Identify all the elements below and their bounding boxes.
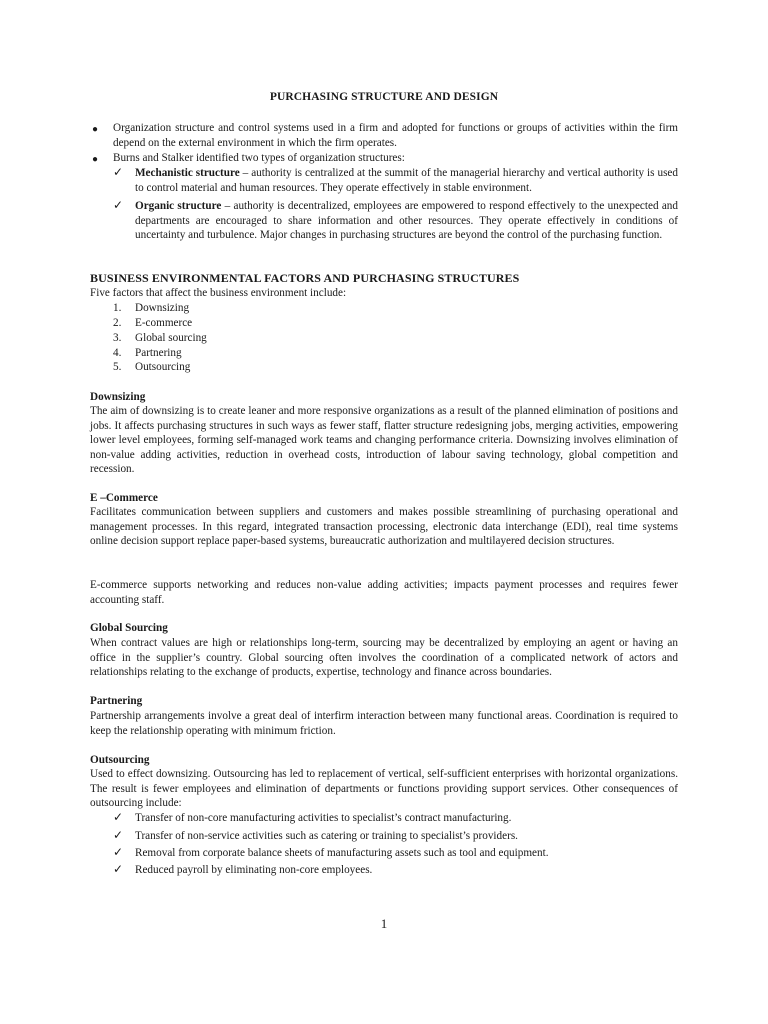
factor-item: Outsourcing xyxy=(135,361,191,373)
outsourcing-text: Used to effect downsizing. Outsourcing has led to replacement of vertical, self-sufficient enterprises with horizontal organizations. The result is fewer employees and elimination of departments or functions providing support services. Other consequences of outsourcing include: xyxy=(90,768,678,810)
list-number: 2. xyxy=(113,317,122,329)
list-number: 3. xyxy=(113,332,122,344)
bullet-icon: ● xyxy=(92,124,99,135)
page-title: PURCHASING STRUCTURE AND DESIGN xyxy=(269,91,499,103)
factor-item: Global sourcing xyxy=(135,332,207,344)
outsourcing-item: Transfer of non-service activities such as catering or training to specialist’s providers. xyxy=(135,830,518,842)
downsizing-text: The aim of downsizing is to create leaner and more responsive organizations as a result of the planned elimination of positions and jobs. It affects purchasing structures in such ways as fewer staff, flatter structure redesigning jobs, merging activities, empowering lower level employees, forming self-managed work teams and changing performance criteria. Downsizing involves elimination of non-value adding activities, reduction in overhead costs, introduction of labour saving technology, global competition and recession. xyxy=(90,405,678,476)
ecommerce-text-1: Facilitates communication between suppliers and customers and makes possible streamlining of purchasing operational and management processes. In this regard, integrated transaction processing, electronic data interchange (EDI), real time systems online decision support replace paper-based systems, bureaucratic authorization and multilayered decision structures. xyxy=(90,506,678,548)
outsourcing-heading: Outsourcing xyxy=(90,754,150,766)
checkmark-icon: ✓ xyxy=(113,828,124,842)
list-number: 4. xyxy=(113,347,122,359)
partnering-heading: Partnering xyxy=(90,695,143,707)
global-sourcing-heading: Global Sourcing xyxy=(90,622,168,634)
checkmark-icon: ✓ xyxy=(113,165,124,179)
mechanistic-term: Mechanistic structure xyxy=(135,167,240,179)
mechanistic-structure xyxy=(135,166,678,195)
checkmark-icon: ✓ xyxy=(113,810,124,824)
organic-term: Organic structure xyxy=(135,200,222,212)
checkmark-icon: ✓ xyxy=(113,862,124,876)
partnering-text: Partnership arrangements involve a great deal of interfirm interaction between many functional areas. Coordination is required to keep the relationship operating with minimum friction. xyxy=(90,710,678,737)
bullet-icon: ● xyxy=(92,154,99,165)
mechanistic-text: – authority is centralized at the summit of the managerial hierarchy and vertical authority is used to control material and human resources. They operate effectively in stable environment. xyxy=(135,167,678,194)
outsourcing-item: Removal from corporate balance sheets of manufacturing assets such as tool and equipment. xyxy=(135,847,549,859)
checkmark-icon: ✓ xyxy=(113,198,124,212)
checkmark-icon: ✓ xyxy=(113,845,124,859)
organic-structure xyxy=(135,199,678,243)
page-number: 1 xyxy=(380,916,388,931)
organic-text: – authority is decentralized, employees are empowered to respond effectively to the unexpected and departments are encouraged to share information and other resources. They operate effectively in conditions of uncertainty and turbulence. Major changes in purchasing structures are beyond the control of the purchasing function. xyxy=(135,200,678,242)
factor-item: Partnering xyxy=(135,347,182,359)
ecommerce-text-2: E-commerce supports networking and reduces non-value adding activities; impacts payment processes and requires fewer accounting staff. xyxy=(90,579,678,606)
global-sourcing-text: When contract values are high or relationships long-term, sourcing may be decentralized by employing an agent or having an office in the supplier’s country. Global sourcing often involves the coordination of a complicated network of actors and relationships relating to the exchange of products, expertise, technology and finance across boundaries. xyxy=(90,637,678,679)
factors-heading: BUSINESS ENVIRONMENTAL FACTORS AND PURCHASING STRUCTURES xyxy=(90,271,520,285)
intro-bullet-2: Burns and Stalker identified two types of organization structures: xyxy=(113,152,405,164)
factors-intro: Five factors that affect the business environment include: xyxy=(90,287,347,299)
factor-item: E-commerce xyxy=(135,317,193,329)
downsizing-heading: Downsizing xyxy=(90,391,146,403)
factor-item: Downsizing xyxy=(135,302,190,314)
ecommerce-heading: E –Commerce xyxy=(90,492,158,504)
list-number: 1. xyxy=(113,302,122,314)
outsourcing-item: Reduced payroll by eliminating non-core employees. xyxy=(135,864,373,876)
list-number: 5. xyxy=(113,361,122,373)
outsourcing-item: Transfer of non-core manufacturing activities to specialist’s contract manufacturing. xyxy=(135,812,512,824)
intro-bullet-1: Organization structure and control systems used in a firm and adopted for functions or groups of activities within the firm depend on the external environment in which the firm operates. xyxy=(113,122,678,149)
